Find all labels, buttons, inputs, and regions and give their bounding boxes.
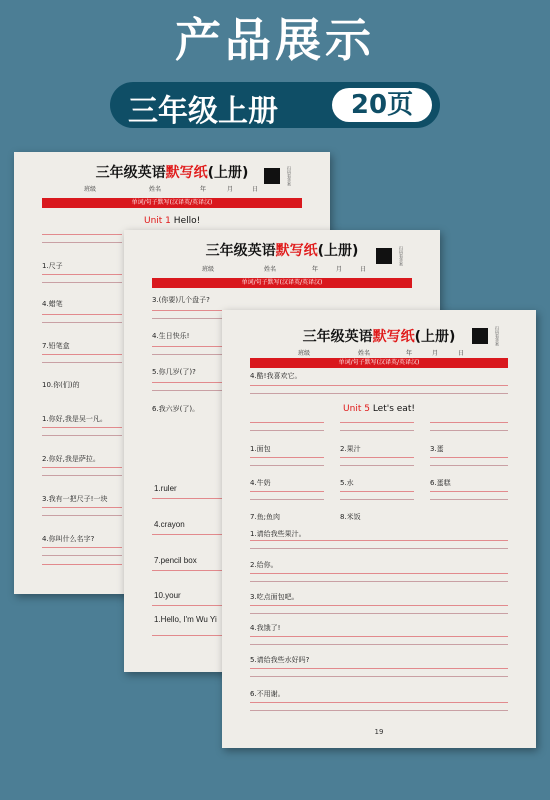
english-item: 7.pencil box: [154, 556, 197, 565]
qr-note: 扫码看答案: [399, 246, 404, 266]
sentence-item: 1.请给我些果汁。: [250, 530, 306, 538]
word-item: 7.鱼;鱼肉: [250, 513, 281, 521]
grade-label: 三年级上册: [128, 94, 278, 129]
qr-note: 扫码看答案: [495, 326, 500, 346]
sentence-item: 6.不用谢。: [250, 690, 285, 698]
list-item: 3.(你要)几个盘子?: [152, 296, 210, 304]
word-item: 3.蛋: [430, 445, 444, 453]
english-item: 10.your: [154, 591, 181, 600]
list-item: 1.尺子: [42, 262, 63, 270]
english-item: 1.ruler: [154, 484, 177, 493]
sentence-item: 3.吃点面包吧。: [250, 593, 299, 601]
list-item: 4.生日快乐!: [152, 332, 190, 340]
list-item: 5.你几岁(了)?: [152, 368, 196, 376]
word-item: 6.蛋糕: [430, 479, 451, 487]
list-item: 4.酷!我喜欢它。: [250, 372, 302, 380]
list-item: 1.你好,我是吴一凡。: [42, 415, 107, 423]
word-item: 5.水: [340, 479, 354, 487]
list-item: 3.我有一把尺子!一块: [42, 495, 108, 503]
sentence-item: 5.请给我些水好吗?: [250, 656, 310, 664]
pages-badge: 20页: [332, 88, 432, 122]
page-number: 19: [374, 728, 384, 736]
qr-code-icon: [264, 168, 280, 184]
qr-note: 扫码看答案: [287, 166, 292, 186]
sentence-item: 2.给你。: [250, 561, 278, 569]
sheet-title: 三年级英语默写纸(上册): [205, 243, 359, 259]
sheet-title: 三年级英语默写纸(上册): [302, 329, 456, 345]
list-item: 4.你叫什么名字?: [42, 535, 95, 543]
sentence-item: 4.我饿了!: [250, 624, 281, 632]
worksheet-page-2: 三年级英语默写纸(上册) 扫码看答案 班级 姓名 年 月 日 单词/句子默写(汉译英/英译汉) 3.(你要)几个盘子? 4.生日快乐! 5.你几岁(了)? 6.我六岁(了)。 1.ruler 4.crayon 7.pencil box 10.your 1.Hello, I'm Wu Yi: [124, 230, 440, 672]
english-item: 4.crayon: [154, 520, 185, 529]
worksheet-page-3: 三年级英语默写纸(上册) 扫码看答案 班级 姓名 年 月 日 单词/句子默写(汉译英/英译汉) 4.酷!我喜欢它。 Unit 5 Let's eat! 1.面包 2.果汁 3.蛋 4.牛奶 5.水 6.蛋糕 7.鱼;鱼肉 8.米饭 1.请给我些果汁。 2.给你。 3.吃点面包吧。 4.我饿了! 5.请给我些水好吗? 6.不用谢。 19: [222, 310, 536, 748]
list-item: 10.你(们)的: [42, 381, 80, 389]
word-item: 4.牛奶: [250, 479, 271, 487]
worksheet-page-1: 三年级英语默写纸(上册) 扫码看答案 班级 姓名 年 月 日 单词/句子默写(汉译英/英译汉) Unit 1 Hello! 1.尺子 4.蜡笔 7.铅笔盒 10.你(们)的 1.你好,我是吴一凡。 2.你好,我是萨拉。 3.我有一把尺子!一块 4.你叫什么名字?: [14, 152, 330, 594]
word-item: 8.米饭: [340, 513, 361, 521]
list-item: 6.我六岁(了)。: [152, 405, 200, 413]
instruction-band: 单词/句子默写(汉译英/英译汉): [250, 358, 508, 368]
list-item: 4.蜡笔: [42, 300, 63, 308]
english-item: 1.Hello, I'm Wu Yi: [154, 615, 217, 624]
page-title: 产品展示: [175, 13, 375, 67]
word-item: 1.面包: [250, 445, 271, 453]
instruction-band: 单词/句子默写(汉译英/英译汉): [42, 198, 302, 208]
list-item: 2.你好,我是萨拉。: [42, 455, 100, 463]
unit-heading: Unit 1 Hello!: [144, 216, 201, 226]
sheet-title: 三年级英语默写纸(上册): [95, 165, 249, 181]
list-item: 7.铅笔盒: [42, 342, 70, 350]
unit-heading: Unit 5 Let's eat!: [343, 404, 415, 414]
word-item: 2.果汁: [340, 445, 361, 453]
qr-code-icon: [376, 248, 392, 264]
instruction-band: 单词/句子默写(汉译英/英译汉): [152, 278, 412, 288]
qr-code-icon: [472, 328, 488, 344]
